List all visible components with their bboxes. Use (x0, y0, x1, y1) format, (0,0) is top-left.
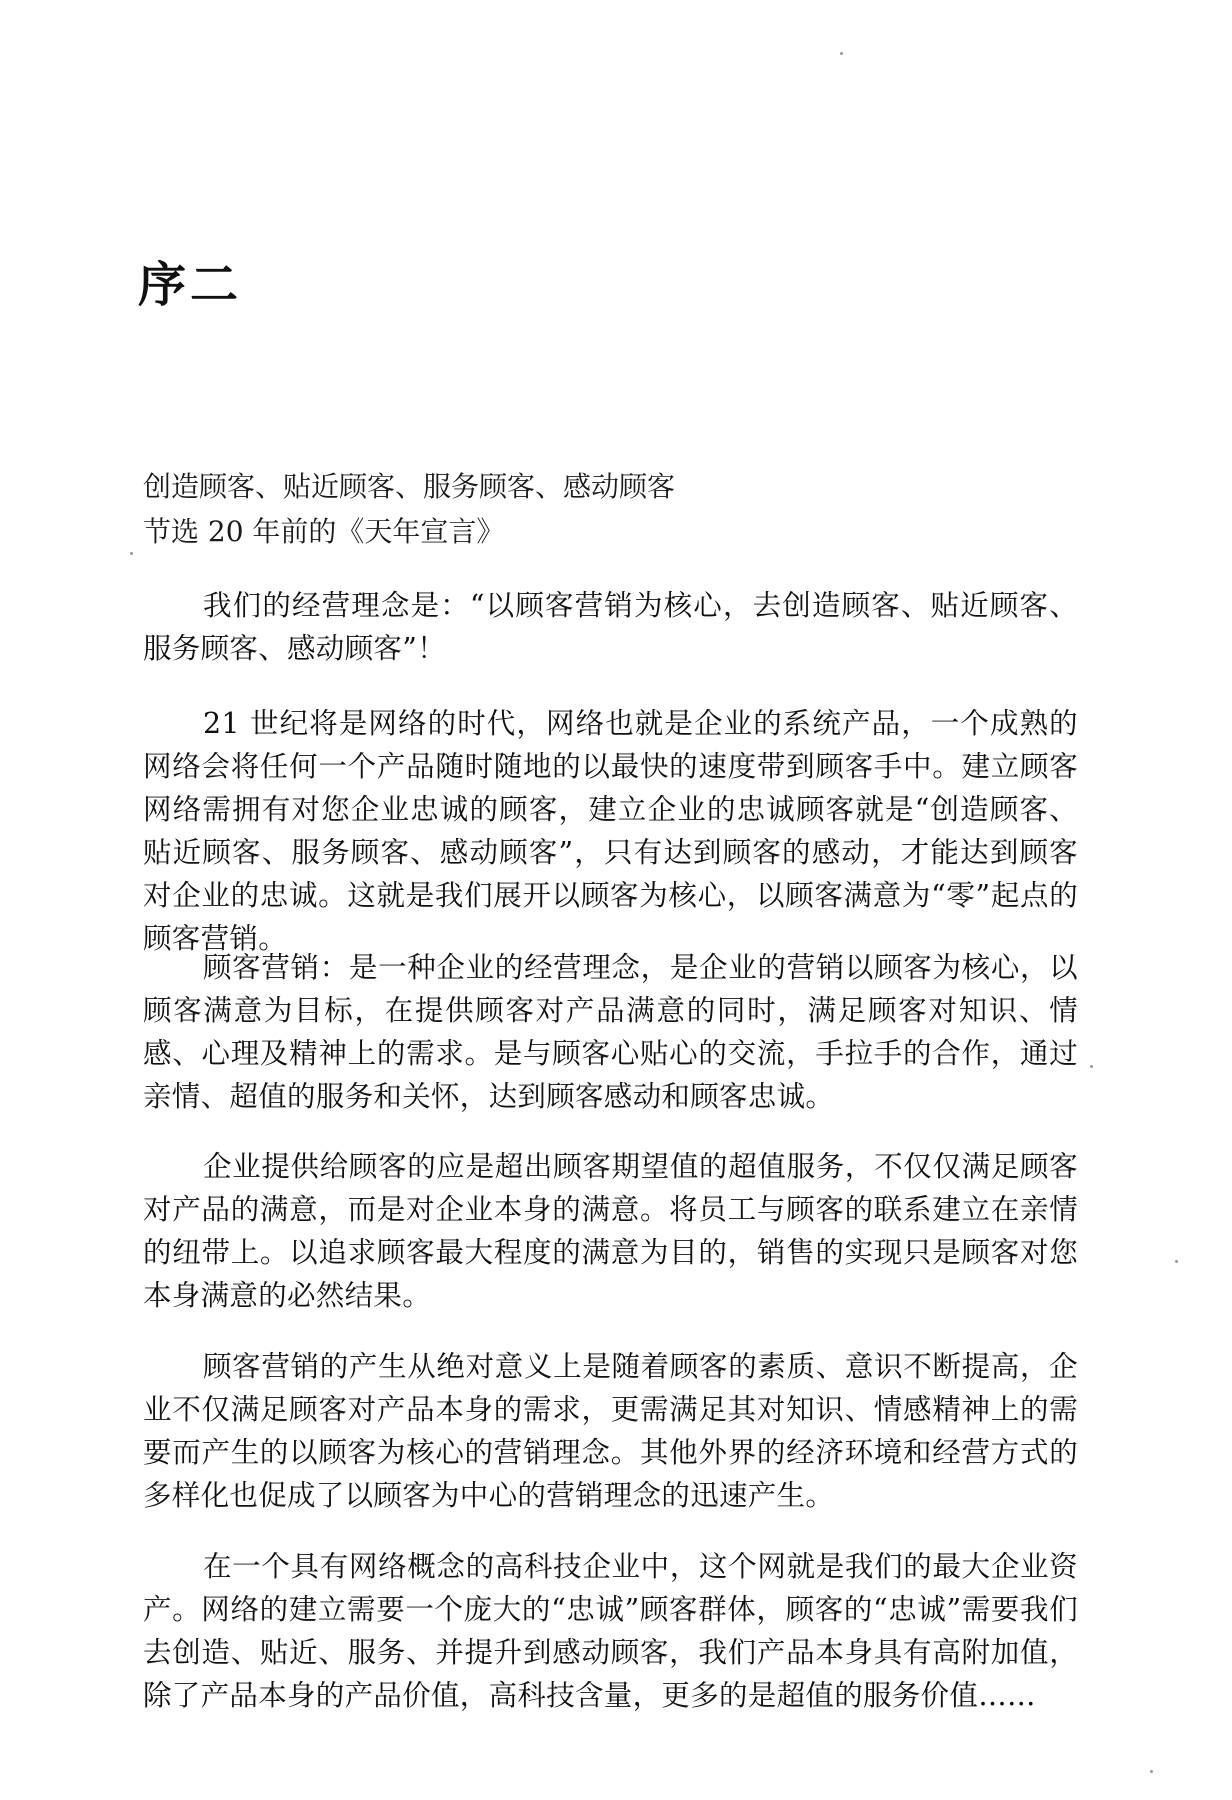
body-paragraph-6: 在一个具有网络概念的高科技企业中，这个网就是我们的最大企业资产。网络的建立需要一个庞大的“忠诚”顾客群体，顾客的“忠诚”需要我们去创造、贴近、服务、并提升到感动顾客，我们产品本身具有高附加值，除了产品本身的产品价值，高科技含量，更多的是超值的服务价值…… (143, 1550, 1078, 1712)
scan-speck (840, 52, 843, 55)
scan-speck (1175, 1260, 1178, 1263)
scan-speck (1150, 1770, 1153, 1773)
page-title: 序二 (138, 257, 243, 313)
body-paragraph-2: 21 世纪将是网络的时代，网络也就是企业的系统产品，一个成熟的网络会将任何一个产品随时随地的以最快的速度带到顾客手中。建立顾客网络需拥有对您企业忠诚的顾客，建立企业的忠诚顾客就是“创造顾客、贴近顾客、服务顾客、感动顾客”，只有达到顾客的感动，才能达到顾客对企业的忠诚。这就是我们展开以顾客为核心，以顾客满意为“零”起点的顾客营销。 (143, 707, 1078, 955)
body-paragraph-5: 顾客营销的产生从绝对意义上是随着顾客的素质、意识不断提高，企业不仅满足顾客对产品本身的需求，更需满足其对知识、情感精神上的需要而产生的以顾客为核心的营销理念。其他外界的经济环境和经营方式的多样化也促成了以顾客为中心的营销理念的迅速产生。 (143, 1350, 1078, 1512)
scan-speck (130, 552, 133, 555)
body-paragraph-3: 顾客营销：是一种企业的经营理念，是企业的营销以顾客为核心，以顾客满意为目标，在提供顾客对产品满意的同时，满足顾客对知识、情感、心理及精神上的需求。是与顾客心贴心的交流，手拉手的合作，通过亲情、超值的服务和关怀，达到顾客感动和顾客忠诚。 (143, 951, 1078, 1113)
section-source-note: 节选 20 年前的《天年宣言》 (143, 515, 505, 548)
body-paragraph-1: 我们的经营理念是：“以顾客营销为核心，去创造顾客、贴近顾客、服务顾客、感动顾客”！ (143, 589, 1078, 665)
scan-speck (1090, 1065, 1093, 1068)
body-paragraph-4: 企业提供给顾客的应是超出顾客期望值的超值服务，不仅仅满足顾客对产品的满意，而是对企业本身的满意。将员工与顾客的联系建立在亲情的纽带上。以追求顾客最大程度的满意为目的，销售的实现只是顾客对您本身满意的必然结果。 (143, 1150, 1078, 1312)
section-subtitle: 创造顾客、贴近顾客、服务顾客、感动顾客 (143, 470, 676, 503)
